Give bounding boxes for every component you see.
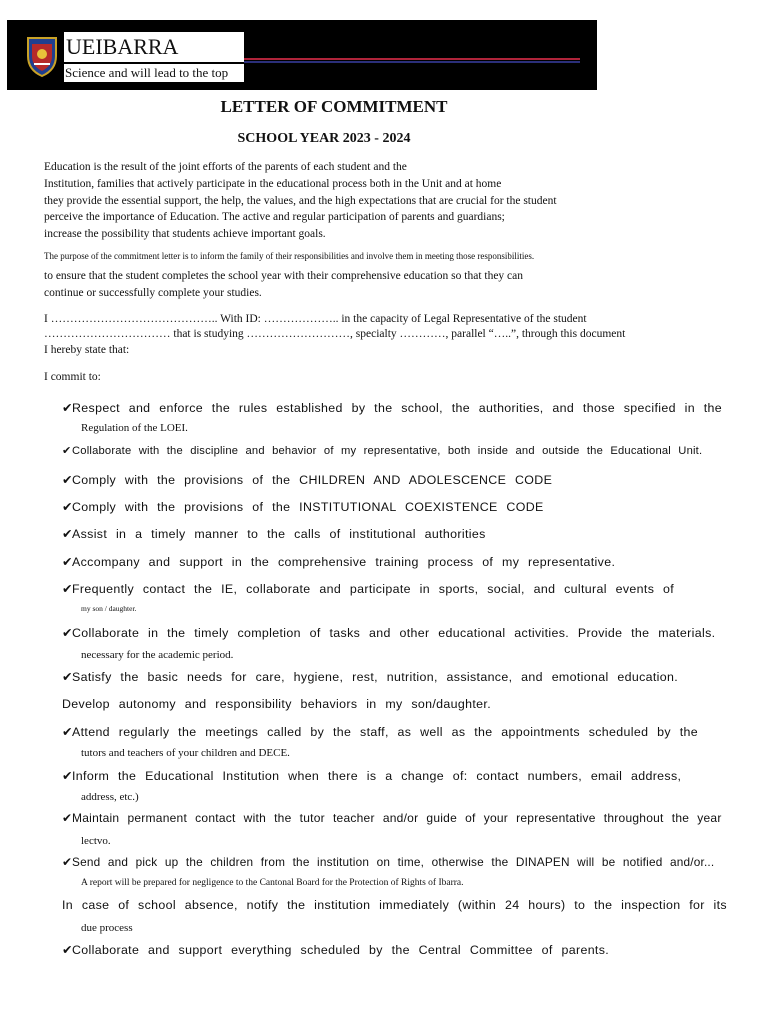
commitment-item-detail: due process xyxy=(81,922,133,934)
commitment-item-detail: address, etc.) xyxy=(81,791,139,803)
intro-line: perceive the importance of Education. The active and regular participation of parents and guardians; xyxy=(44,211,505,223)
check-icon: ✔ xyxy=(62,943,73,957)
commitment-item-detail: necessary for the academic period. xyxy=(81,649,234,661)
check-icon: ✔ xyxy=(62,582,73,596)
commitment-item-detail: Regulation of the LOEI. xyxy=(81,422,188,434)
check-icon: ✔ xyxy=(62,725,73,739)
commitment-item: ✔Collaborate and support everything scheduled by the Central Committee of parents. xyxy=(62,943,610,957)
commitment-item: ✔Collaborate in the timely completion of tasks and other educational activities. Provide the materials. xyxy=(62,626,716,640)
school-motto: Science and will lead to the top xyxy=(65,65,229,80)
commitment-item: In case of school absence, notify the institution immediately (within 24 hours) to the inspection for its xyxy=(62,898,727,912)
commitment-item: Develop autonomy and responsibility behaviors in my son/daughter. xyxy=(62,697,491,711)
check-icon: ✔ xyxy=(62,500,73,514)
purpose-note: The purpose of the commitment letter is to inform the family of their responsibilities and involve them in meeting those responsibilities. xyxy=(44,251,535,261)
commitment-item: ✔Assist in a timely manner to the calls of institutional authorities xyxy=(62,527,486,541)
commitment-item: ✔Comply with the provisions of the CHILDREN AND ADOLESCENCE CODE xyxy=(62,473,553,487)
school-year: SCHOOL YEAR 2023 - 2024 xyxy=(237,131,411,146)
school-name: UEIBARRA xyxy=(66,34,179,59)
check-icon: ✔ xyxy=(62,527,73,541)
check-icon: ✔ xyxy=(62,626,73,640)
check-icon: ✔ xyxy=(62,769,73,783)
check-icon: ✔ xyxy=(62,401,73,415)
header-stripe-red xyxy=(244,58,580,60)
intro-line: Education is the result of the joint efforts of the parents of each student and the xyxy=(44,161,407,173)
commitment-item: ✔Satisfy the basic needs for care, hygiene, rest, nutrition, assistance, and emotional education. xyxy=(62,670,679,684)
motto-box xyxy=(64,64,244,82)
intro-line: they provide the essential support, the help, the values, and the high expectations that are crucial for the student xyxy=(44,195,557,207)
commitment-item: ✔Send and pick up the children from the institution on time, otherwise the DINAPEN will be notified and/or... xyxy=(62,855,715,869)
header-banner xyxy=(7,20,597,90)
school-name-box xyxy=(64,32,244,62)
declaration-line: I …………………………………….. With ID: ……………….. in the capacity of Legal Representative of the student xyxy=(44,313,587,325)
purpose-line: to ensure that the student completes the school year with their comprehensive education so that they can xyxy=(44,270,524,282)
commitment-item: ✔Attend regularly the meetings called by the staff, as well as the appointments scheduled by the xyxy=(62,725,698,739)
commitment-item: ✔Respect and enforce the rules established by the school, the authorities, and those specified in the xyxy=(62,401,723,415)
commitment-item: ✔Frequently contact the IE, collaborate and participate in sports, social, and cultural events of xyxy=(62,582,675,596)
purpose-line: continue or successfully complete your studies. xyxy=(44,287,262,299)
declaration-line: …………………………… that is studying ………………………, specialty …………, parallel “…..”, through this document xyxy=(44,328,626,340)
intro-line: Institution, families that actively participate in the educational process both in the Unit and at home xyxy=(44,178,502,190)
check-icon: ✔ xyxy=(62,445,72,457)
commitment-item: ✔Comply with the provisions of the INSTITUTIONAL COEXISTENCE CODE xyxy=(62,500,544,514)
commitment-item-detail: A report will be prepared for negligence to the Cantonal Board for the Protection of Rights of Ibarra. xyxy=(81,878,464,888)
check-icon: ✔ xyxy=(62,855,73,869)
commitment-item-detail: my son / daughter. xyxy=(81,604,137,613)
letter-title: LETTER OF COMMITMENT xyxy=(220,97,448,116)
check-icon: ✔ xyxy=(62,670,73,684)
school-crest-icon xyxy=(25,34,59,78)
commitment-item: ✔Accompany and support in the comprehensive training process of my representative. xyxy=(62,555,616,569)
commitment-item: ✔Maintain permanent contact with the tutor teacher and/or guide of your representative throughout the year xyxy=(62,811,722,825)
commitment-item: ✔Inform the Educational Institution when there is a change of: contact numbers, email address, xyxy=(62,769,682,783)
check-icon: ✔ xyxy=(62,811,73,825)
commit-heading: I commit to: xyxy=(44,371,101,383)
commitment-item-detail: tutors and teachers of your children and DECE. xyxy=(81,747,290,759)
commitment-item-detail: lectvo. xyxy=(81,835,111,847)
commitment-item: ✔Collaborate with the discipline and behavior of my representative, both inside and outside the Educational Unit. xyxy=(62,445,703,457)
check-icon: ✔ xyxy=(62,473,73,487)
header-stripe-blue xyxy=(244,61,580,63)
intro-line: increase the possibility that students achieve important goals. xyxy=(44,228,326,240)
check-icon: ✔ xyxy=(62,555,73,569)
declaration-statement: I hereby state that: xyxy=(44,344,130,356)
